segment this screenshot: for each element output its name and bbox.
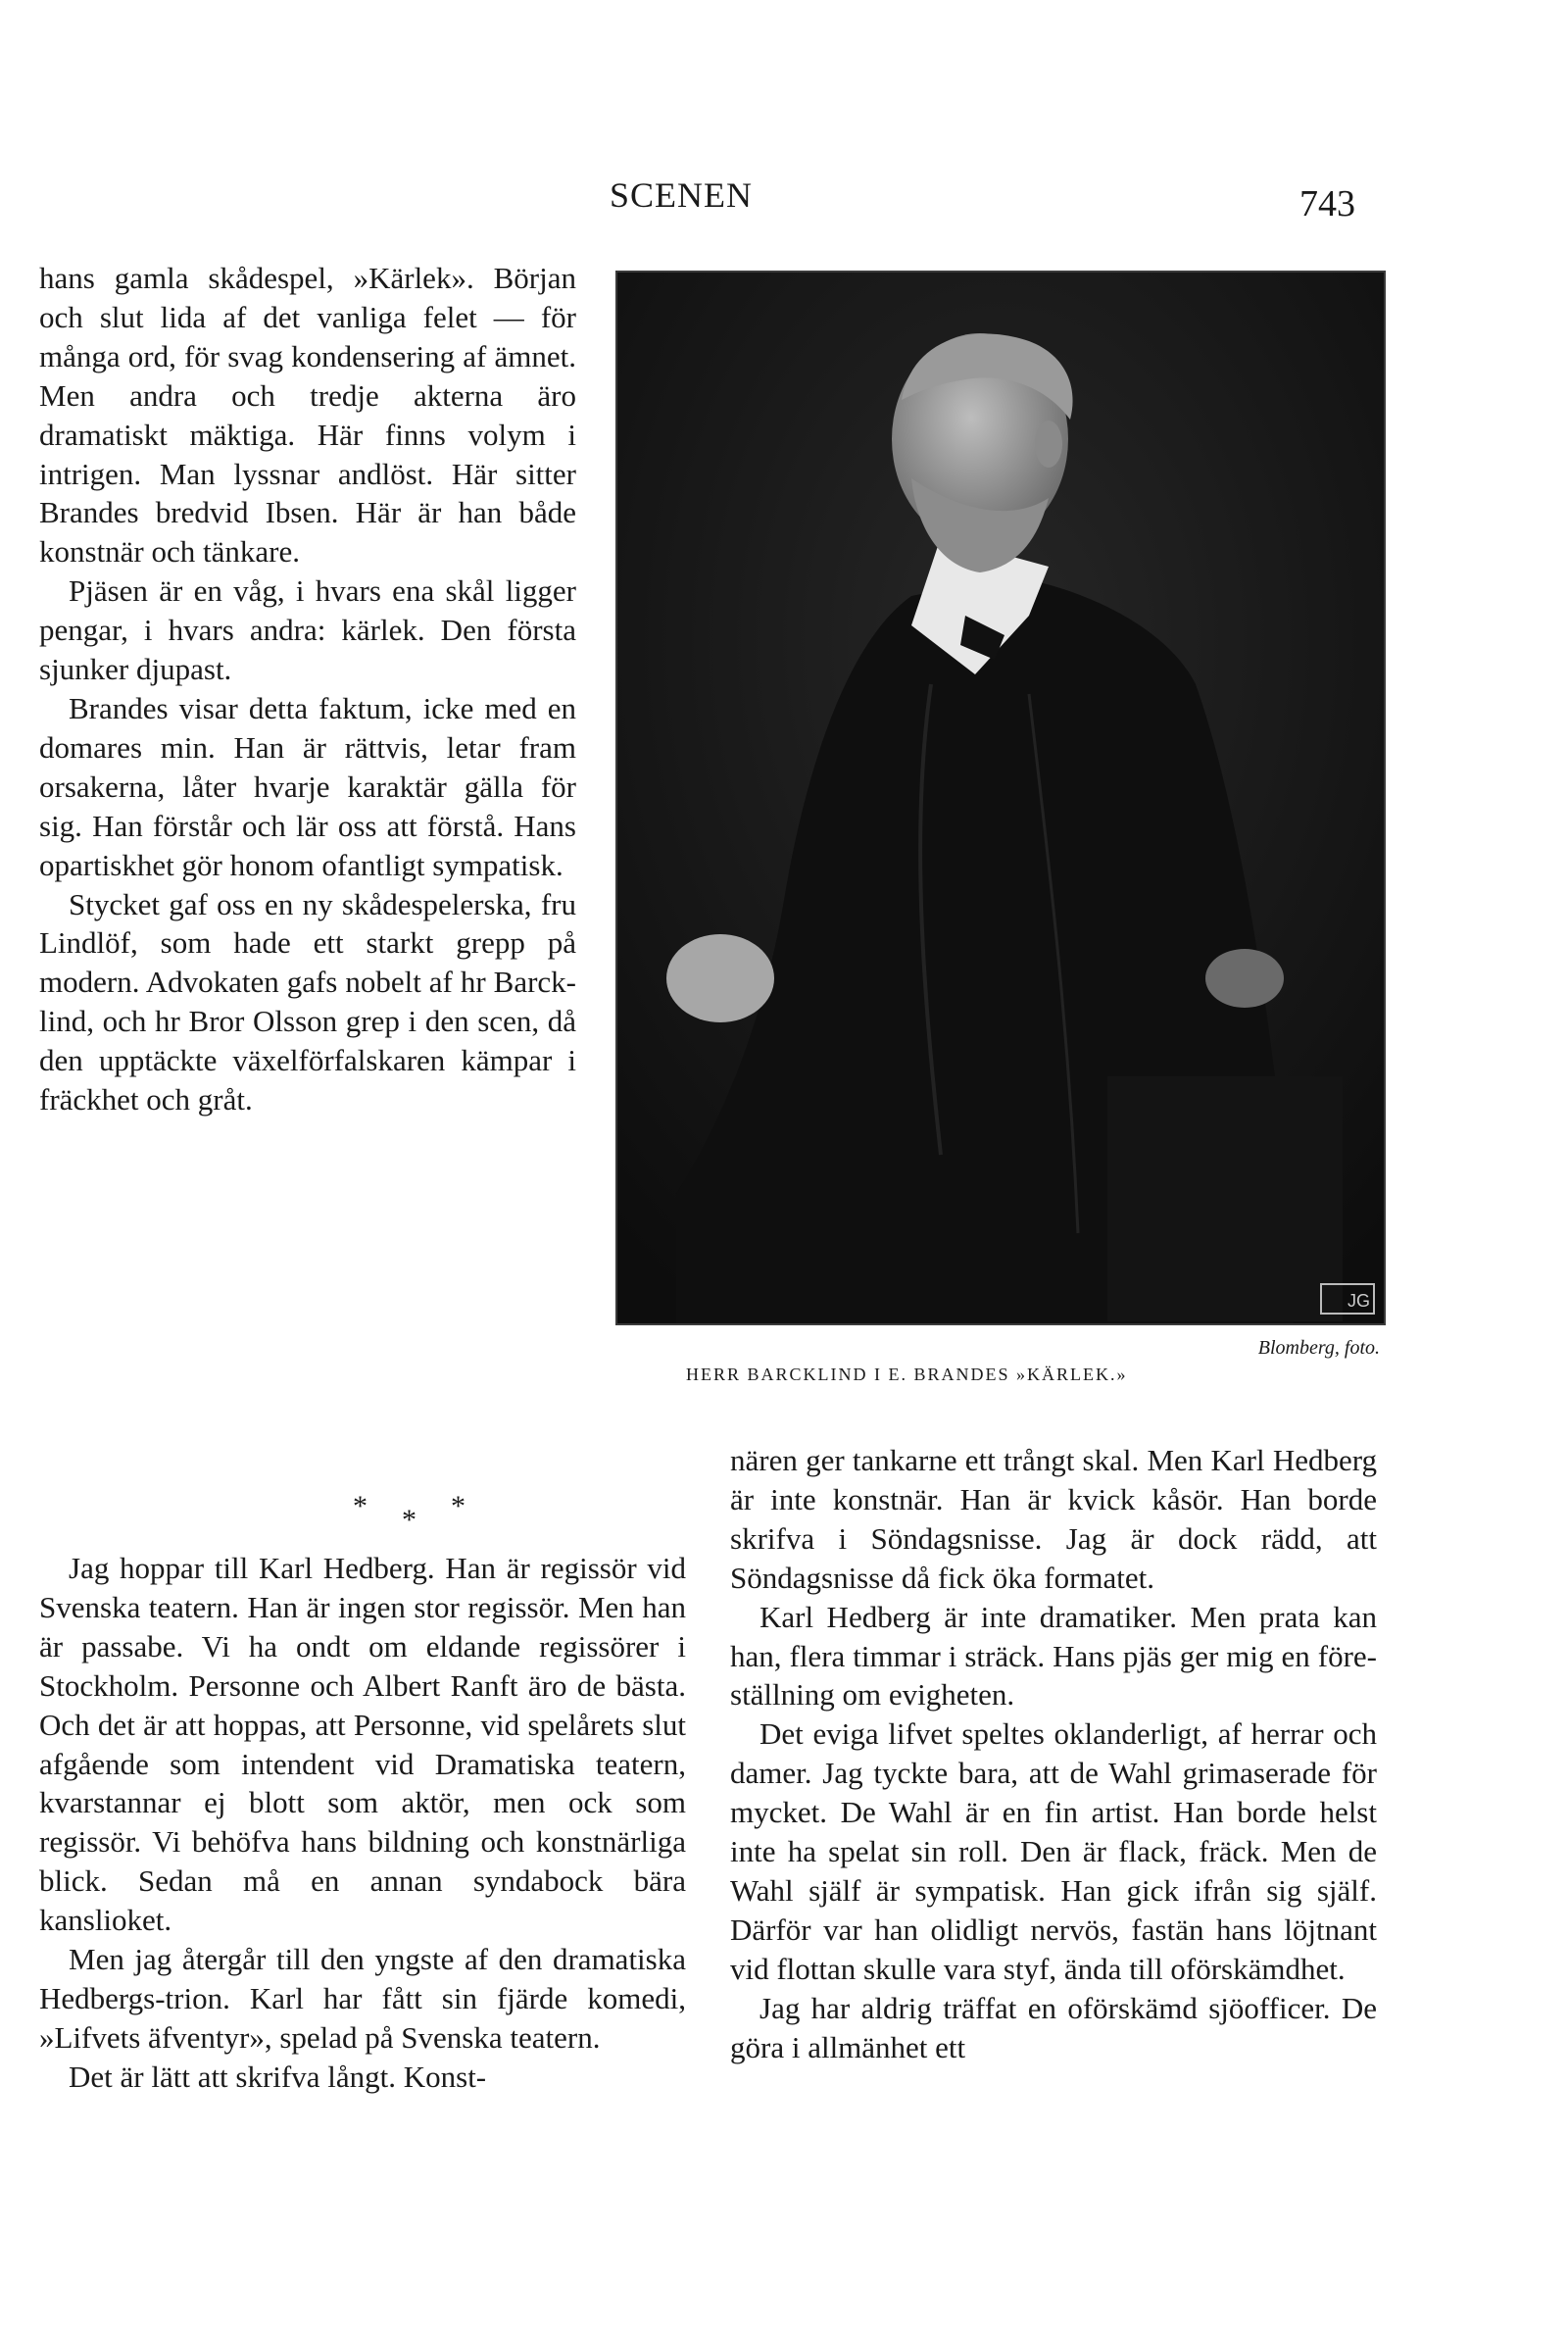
paragraph: hans gamla skådespel, »Kärlek». Början och slut lida af det vanliga felet — för många ord, för svag kondensering af ämnet. Men andra och tredje akterna äro dramatiskt mäktiga. Här finns volym i intrigen. Man lyssnar andlöst. Här sitter Brandes bredvid Ibsen. Här är han både konstnär och tänkare. xyxy=(39,261,576,570)
column-top-left xyxy=(39,259,576,1119)
photo-caption: HERR BARCKLIND I E. BRANDES »KÄRLEK.» xyxy=(686,1365,1128,1384)
running-header: SCENEN xyxy=(610,175,754,215)
photo-credit: Blomberg, foto. xyxy=(1257,1337,1380,1359)
paragraph: Karl Hedberg är inte dramatiker. Men prata kan han, flera timmar i sträck. Hans pjäs ger mig en föreställning om evigheten. xyxy=(730,1599,1377,1713)
paragraph: Det är lätt att skrifva långt. Konst- xyxy=(69,2059,487,2094)
paragraph: Det eviga lifvet speltes oklanderligt, af herrar och damer. Jag tyckte bara, att de Wahl grimaserade för mycket. De Wahl är en fin artist. Han borde helst inte ha spelat sin roll. Den är flack, fräck. Men de Wahl själf är sympatisk. Han gick ifrån sig själf. Därför var han olidligt nervös, fastän hans löjtnant vid flottan skulle vara styf, ända till oförskämdhet. xyxy=(730,1716,1377,1986)
paragraph: Jag hoppar till Karl Hedberg. Han är regissör vid Svenska teatern. Han är ingen stor regissör. Men han är passabe. Vi ha ondt om eldande regissörer i Stockholm. Personne och Albert Ranft äro de bästa. Och det är att hoppas, att Personne, vid spelårets slut afgående som intendent vid Dramatiska teatern, kvarstannar ej blott som aktör, men ock som regissör. Vi behöfva hans bildning och konstnärliga blick. Sedan må en annan syndabock bära kanslioket. xyxy=(39,1551,686,1938)
paragraph: Jag har aldrig träffat en oförskämd sjöofficer. De göra i allmänhet ett xyxy=(730,1990,1377,2064)
paragraph: Pjäsen är en våg, i hvars ena skål ligger pengar, i hvars andra: kärlek. Den första sjunker djupast. xyxy=(39,573,576,687)
asterisk: * xyxy=(402,1504,416,1536)
asterisk: * xyxy=(451,1490,466,1522)
column-bottom-right xyxy=(730,1441,1377,2067)
paragraph: Men jag återgår till den yngste af den dramatiska Hedbergs-trion. Karl har fått sin fjärde komedi, »Lifvets äfventyr», spelad på Svenska teatern. xyxy=(39,1942,686,2055)
section-break xyxy=(353,1490,470,1536)
column-bottom-left xyxy=(39,1549,686,2097)
paragraph: Stycket gaf oss en ny skådespelerska, fru Lindlöf, som hade ett starkt grepp på modern. Advokaten gafs nobelt af hr Barcklind, och hr Bror Olsson grep i den scen, då den upptäckte växelförfalskaren kämpar i fräckhet och gråt. xyxy=(39,886,576,1117)
page-number: 743 xyxy=(1299,183,1355,224)
portrait-photo xyxy=(615,271,1386,1325)
paragraph: Brandes visar detta faktum, icke med en domares min. Han är rättvis, letar fram orsakerna, låter hvarje karaktär gälla för sig. Han förstår och lär oss att förstå. Hans opartiskhet gör honom ofantligt sympatisk. xyxy=(39,690,576,882)
monogram-mark: JG xyxy=(1347,1291,1370,1311)
asterisk: * xyxy=(353,1490,368,1522)
paragraph: nären ger tankarne ett trångt skal. Men Karl Hedberg är inte konstnär. Han är kvick kåsör. Han borde skrifva i Söndagsnisse. Jag är dock rädd, att Söndagsnisse då fick öka formatet. xyxy=(730,1443,1377,1595)
